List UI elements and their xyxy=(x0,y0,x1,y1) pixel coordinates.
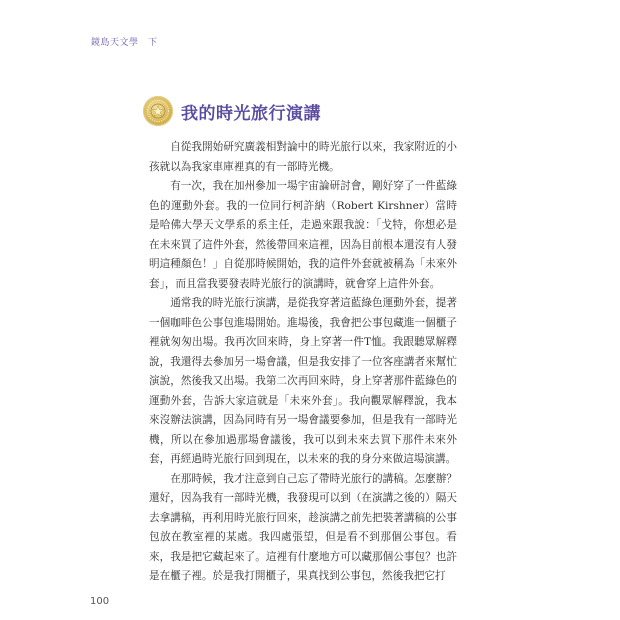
section-heading xyxy=(143,96,321,126)
running-header: 鏡島天文學 下 xyxy=(91,38,158,48)
paragraph: 自從我開始研究廣義相對論中的時光旅行以來，我家附近的小孩就以為我家車庫裡真的有一部時光機。 xyxy=(149,141,457,173)
section-title: 我的時光旅行演講 xyxy=(181,103,321,124)
paragraph: 在那時候，我才注意到自己忘了帶時光旅行的講稿。怎麼辦？還好，因為我有一部時光機，我發現可以到（在演講之後的）隔天去拿講稿，再利用時光旅行回來，趁演講之前先把裝著講稿的公事包放在教室裡的某處。我四處張望，但是看不到那個公事包。看來，我是把它藏起來了。這裡有什麼地方可以藏那個公事包？也許是在櫃子裡。於是我打開櫃子，果真找到公事包，然後我把它打 xyxy=(149,472,457,582)
article-body xyxy=(149,138,457,587)
gold-seal-icon xyxy=(143,96,173,126)
page-number: 100 xyxy=(90,596,110,607)
paragraph: 有一次，我在加州參加一場宇宙論研討會，剛好穿了一件藍綠色的運動外套。我的一位同行柯許納（Robert Kirshner）當時是哈佛大學天文學系的系主任，走過來跟我說：「戈特，你想必是在未來買了這件外套，然後帶回來這裡，因為目前根本還沒有人發明這種顏色！」自從那時候開始，我的這件外套就被稱為「未來外套」，而且當我要發表時光旅行的演講時，就會穿上這件外套。 xyxy=(149,180,457,290)
paragraph: 通常我的時光旅行演講，是從我穿著這藍綠色運動外套，提著一個咖啡色公事包進場開始。進場後，我會把公事包藏進一個櫃子裡就匆匆出場。我再次回來時，身上穿著一件T恤。我跟聽眾解釋說，我還得去參加另一場會議，但是我安排了一位客座講者來幫忙演說，然後我又出場。我第二次再回來時，身上穿著那件藍綠色的運動外套，告訴大家這就是「未來外套」。我向觀眾解釋說，我本來沒辦法演講，因為同時有另一場會議要參加，但是我有一部時光機，所以在參加過那場會議後，我可以到未來去買下那件未來外套，再經過時光旅行回到現在，以未來的我的身分來做這場演講。 xyxy=(149,297,457,465)
